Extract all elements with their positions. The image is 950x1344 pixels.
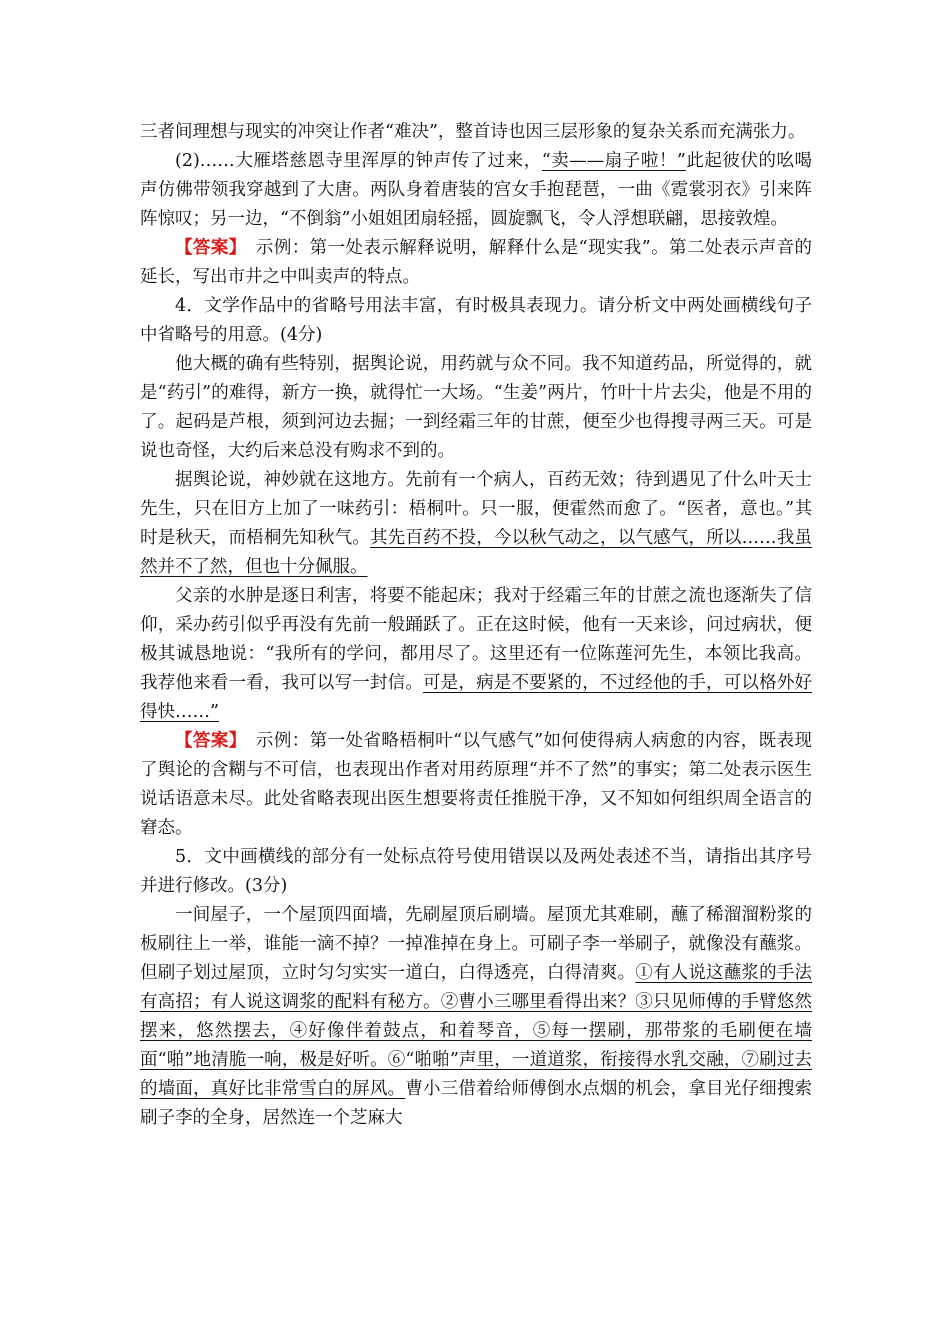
underlined-text: 可是，病是不要紧的，不过经他的手，可以格外好得快……” — [140, 673, 813, 722]
text: (2)……大雁塔慈恩寺里浑厚的钟声传了过来， — [175, 151, 542, 171]
passage-5 — [140, 901, 812, 1133]
answer-tag: 【答案】 — [175, 731, 238, 751]
answer-1 — [140, 234, 812, 292]
text: 父亲的水肿是逐日利害，将要不能起床；我对于经霜三年的甘蔗之流也逐渐失了信仰，采办药引似乎再没有先前一般踊跃了。正在这时候，他有一天来诊，问过病状，便极其诚恳地说：“我所有的学问，都用尽了。这里还有一位陈莲河先生，本领比我高。我荐他来看一看，我可以写一封信。 — [140, 586, 812, 693]
answer-2 — [140, 727, 812, 843]
question-5 — [140, 843, 812, 901]
text: 他大概的确有些特别，据舆论说，用药就与众不同。我不知道药品，所觉得的，就是“药引”的难得，新方一换，就得忙一大场。“生姜”两片，竹叶十片去尖，他是不用的了。起码是芦根，须到河边去掘；一到经霜三年的甘蔗，便至少也得搜寻两三天。可是说也奇怪，大约后来总没有购求不到的。 — [140, 354, 812, 461]
question-text: 5．文中画横线的部分有一处标点符号使用错误以及两处表述不当，请指出其序号并进行修改。(3分) — [140, 847, 812, 896]
text: 据舆论说，神妙就在这地方。先前有一个病人，百药无效；待到遇见了什么叶天士先生，只在旧方上加了一味药引：梧桐叶。只一服，便霍然而愈了。“医者，意也。”其时是秋天，而梧桐先知秋气。 — [140, 470, 812, 548]
passage-4-para-1 — [140, 350, 812, 466]
underlined-text: ①有人说这蘸浆的手法有高招；有人说这调浆的配料有秘方。②曹小三哪里看得出来？③只见师傅的手臂悠然摆来，悠然摆去，④好像伴着鼓点，和着琴音，⑤每一摆刷，那带浆的毛刷便在墙面“啪”地清脆一响，极是好听。⑥“啪啪”声里，一道道浆，衔接得水乳交融，⑦刷过去的墙面，真好比非常雪白的屏风。 — [140, 963, 812, 1099]
text: 此起彼伏的吆喝声仿佛带领我穿越到了大唐。两队身着唐装的宫女手抱琵琶，一曲《霓裳羽衣》引来阵阵惊叹；另一边，“不倒翁”小姐姐团扇轻摇，圆旋飘飞，令人浮想联翩，思接敦煌。 — [140, 151, 813, 229]
answer-text: 示例：第一处表示解释说明，解释什么是“现实我”。第二处表示声音的延长，写出市井之中叫卖声的特点。 — [140, 238, 812, 287]
paragraph-intro — [140, 118, 812, 147]
answer-tag: 【答案】 — [175, 238, 238, 258]
paragraph-example-2 — [140, 147, 812, 234]
underlined-text: “卖——扇子啦！” — [541, 151, 686, 171]
question-4 — [140, 292, 812, 350]
passage-4-para-3 — [140, 582, 812, 727]
text: 三者间理想与现实的冲突让作者“难决”，整首诗也因三层形象的复杂关系而充满张力。 — [140, 122, 806, 142]
text: 曹小三借着给师傅倒水点烟的机会，拿目光仔细搜索刷子李的全身，居然连一个芝麻大 — [140, 1079, 813, 1128]
underlined-text: 其先百药不投，今以秋气动之，以气感气，所以……我虽然并不了然，但也十分佩服。 — [140, 528, 813, 577]
question-text: 4．文学作品中的省略号用法丰富，有时极具表现力。请分析文中两处画横线句子中省略号的用意。(4分) — [140, 296, 812, 345]
text: 一间屋子，一个屋顶四面墙，先刷屋顶后刷墙。屋顶尤其难刷，蘸了稀溜溜粉浆的板刷往上一举，谁能一滴不掉？一掉准掉在身上。可刷子李一举刷子，就像没有蘸浆。但刷子划过屋顶，立时匀匀实实一道白，白得透亮，白得清爽。 — [140, 905, 812, 983]
document-page — [140, 118, 812, 1133]
passage-4-para-2 — [140, 466, 812, 582]
answer-text: 示例：第一处省略梧桐叶“以气感气”如何使得病人病愈的内容，既表现了舆论的含糊与不可信，也表现出作者对用药原理“并不了然”的事实；第二处表示医生说话语意未尽。此处省略表现出医生想要将责任推脱干净，又不知如何组织周全语言的窘态。 — [140, 731, 812, 838]
